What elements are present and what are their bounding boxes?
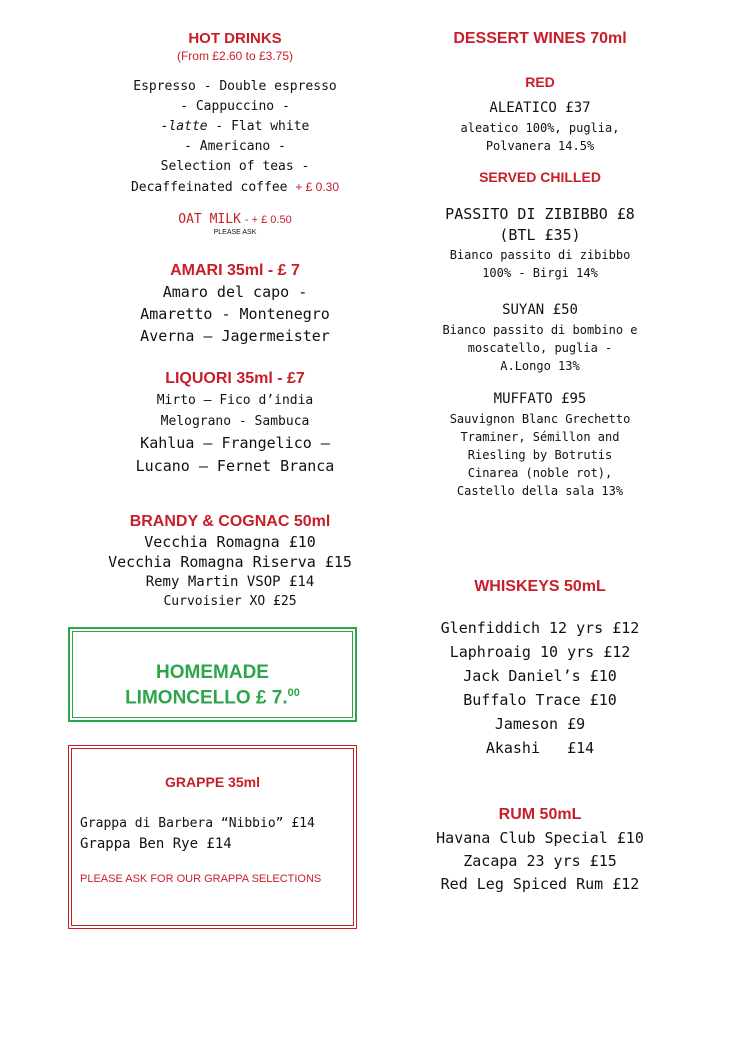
grappe-box (68, 745, 357, 929)
liquori-title: LIQUORI 35ml - £7 (165, 370, 305, 387)
muffato-name: MUFFATO £95 (493, 391, 587, 407)
whiskey-item: Buffalo Trace £10 (463, 691, 617, 709)
aleatico-desc: Polvanera 14.5% (485, 139, 595, 153)
oat-milk-surcharge: - + £ 0.50 (244, 214, 292, 226)
brandy-item: Vecchia Romagna £10 (144, 533, 316, 551)
hot-drinks-price-range: (From £2.60 to £3.75) (176, 49, 294, 63)
brandy-section (30, 513, 430, 612)
decaf-text: Decaffeinated coffee (130, 180, 288, 195)
rum-title: RUM 50mL (498, 806, 582, 823)
grappe-title: GRAPPE 35ml (165, 774, 260, 790)
amari-title: AMARI 35ml - £ 7 (170, 262, 300, 279)
brandy-item: Vecchia Romagna Riserva £15 (108, 553, 352, 571)
brandy-item: Remy Martin VSOP £14 (145, 574, 315, 590)
limoncello-line2 (70, 687, 355, 709)
amari-item: Averna – Jagermeister (140, 327, 330, 345)
muffato-desc: Cinarea (noble rot), (467, 466, 613, 480)
whiskey-item: Jameson £9 (494, 715, 586, 733)
suyan-desc: Bianco passito di bombino e (442, 323, 638, 337)
hot-drinks-line: Selection of teas - (160, 159, 310, 174)
hot-drinks-line (60, 117, 410, 137)
rum-item: Havana Club Special £10 (436, 829, 644, 847)
grappa-item: Grappa Ben Rye £14 (80, 836, 232, 852)
brandy-title: BRANDY & COGNAC 50ml (129, 513, 331, 530)
passito-desc: 100% - Birgi 14% (482, 266, 598, 280)
whiskeys-title: WHISKEYS 50mL (474, 578, 606, 595)
liquori-item: Mirto – Fico d’india (156, 393, 314, 408)
amari-section (60, 262, 410, 347)
limoncello-price: LIMONCELLO £ 7. (125, 687, 288, 709)
hot-drinks-section (60, 30, 410, 236)
served-chilled-header: SERVED CHILLED (479, 169, 601, 185)
muffato-desc: Riesling by Botrutis (467, 448, 613, 462)
liquori-section (40, 370, 430, 478)
aleatico-desc: aleatico 100%, puglia, (460, 121, 620, 135)
whiskey-item: Jack Daniel’s £10 (463, 667, 617, 685)
hot-drinks-line: Espresso - Double espresso (133, 79, 337, 94)
suyan-desc: A.Longo 13% (500, 359, 580, 373)
liquori-item: Melograno - Sambuca (160, 414, 310, 429)
amari-item: Amaretto - Montenegro (140, 305, 330, 323)
aleatico-name: ALEATICO £37 (489, 100, 591, 116)
whiskey-item: Laphroaig 10 yrs £12 (449, 643, 631, 661)
dessert-wines-section (395, 30, 685, 500)
suyan-name: SUYAN £50 (502, 302, 578, 318)
passito-bottle-price: (BTL £35) (499, 226, 581, 244)
limoncello-price-pence: 00 (287, 687, 300, 699)
limoncello-box (68, 627, 357, 722)
liquori-item: Kahlua – Frangelico – (140, 434, 330, 452)
passito-name: PASSITO DI ZIBIBBO £8 (445, 205, 635, 223)
oat-milk-line (60, 210, 410, 228)
please-ask-note: PLEASE ASK (213, 229, 257, 236)
brandy-item: Curvoisier XO £25 (163, 594, 297, 609)
grappa-note: PLEASE ASK FOR OUR GRAPPA SELECTIONS (80, 873, 322, 885)
rum-item: Red Leg Spiced Rum £12 (440, 875, 640, 893)
whiskey-item: Akashi £14 (485, 739, 595, 757)
muffato-desc: Traminer, Sémillon and (460, 430, 620, 444)
decaf-surcharge: + £ 0.30 (295, 180, 340, 194)
oat-milk-label: OAT MILK (178, 212, 241, 227)
rum-item: Zacapa 23 yrs £15 (463, 852, 617, 870)
muffato-desc: Castello della sala 13% (456, 484, 624, 498)
suyan-desc: moscatello, puglia - (467, 341, 613, 355)
red-header: RED (525, 74, 555, 90)
grappa-item: Grappa di Barbera “Nibbio” £14 (80, 816, 315, 831)
flat-white-text: - Flat white (207, 119, 310, 134)
latte-text: -latte (160, 119, 208, 134)
hot-drinks-line (60, 177, 410, 198)
limoncello-line1: HOMEMADE (156, 662, 269, 683)
muffato-desc: Sauvignon Blanc Grechetto (449, 412, 631, 426)
hot-drinks-line: - Cappuccino - (180, 99, 290, 114)
rum-section (395, 806, 685, 896)
amari-item: Amaro del capo - (162, 283, 308, 301)
hot-drinks-line: - Americano - (184, 139, 286, 154)
hot-drinks-title: HOT DRINKS (188, 30, 282, 47)
whiskey-item: Glenfiddich 12 yrs £12 (440, 619, 640, 637)
whiskeys-section (395, 578, 685, 760)
dessert-wines-title: DESSERT WINES 70ml (453, 30, 627, 47)
hot-drinks-list (60, 77, 410, 198)
liquori-item: Lucano – Fernet Branca (135, 457, 335, 475)
passito-desc: Bianco passito di zibibbo (449, 248, 631, 262)
